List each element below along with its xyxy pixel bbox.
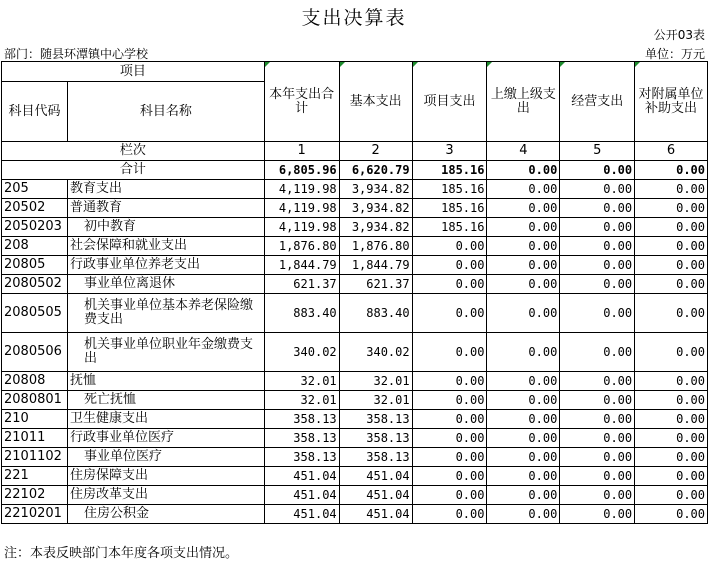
total-label: 合计 — [2, 161, 265, 180]
column-number-row — [2, 142, 708, 161]
amount-cell: 0.00 — [635, 294, 708, 333]
amount-cell: 0.00 — [560, 180, 635, 199]
amount-cell: 451.04 — [339, 467, 412, 486]
amount-cell: 0.00 — [635, 505, 708, 524]
amount-cell: 451.04 — [264, 486, 339, 505]
subject-code-cell: 2210201 — [2, 505, 68, 524]
subject-code-cell: 210 — [2, 410, 68, 429]
page-title: 支出决算表 — [301, 7, 407, 29]
amount-cell: 621.37 — [264, 275, 339, 294]
header-business: 经营支出 — [560, 62, 635, 142]
amount-cell: 0.00 — [560, 410, 635, 429]
amount-cell: 4,119.98 — [264, 218, 339, 237]
subject-code-cell: 205 — [2, 180, 68, 199]
amount-cell: 0.00 — [635, 256, 708, 275]
subject-code-cell: 2080506 — [2, 333, 68, 372]
subject-name: 卫生健康支出 — [69, 411, 148, 426]
expenditure-table — [1, 61, 708, 524]
amount-cell: 0.00 — [487, 448, 560, 467]
subject-name: 普通教育 — [69, 200, 122, 215]
amount-cell: 1,876.80 — [339, 237, 412, 256]
amount-cell: 0.00 — [635, 180, 708, 199]
amount-cell: 0.00 — [560, 333, 635, 372]
total-row — [2, 161, 708, 180]
table-row — [2, 275, 708, 294]
subject-name-cell — [67, 505, 264, 524]
amount-cell: 358.13 — [264, 448, 339, 467]
subject-name-cell — [67, 237, 264, 256]
amount-cell: 0.00 — [412, 237, 487, 256]
form-code: 公开03表 — [653, 28, 705, 42]
amount-cell: 4,119.98 — [264, 199, 339, 218]
amount-cell: 0.00 — [487, 237, 560, 256]
table-body — [2, 62, 708, 524]
subject-name-cell — [67, 429, 264, 448]
column-number: 1 — [264, 142, 339, 161]
table-row — [2, 180, 708, 199]
table-row — [2, 333, 708, 372]
subject-name-cell — [67, 467, 264, 486]
total-cell: 6,620.79 — [339, 161, 412, 180]
subject-code-cell: 2050203 — [2, 218, 68, 237]
amount-cell: 883.40 — [339, 294, 412, 333]
total-cell: 0.00 — [560, 161, 635, 180]
subject-name: 初中教育 — [83, 219, 136, 234]
amount-cell: 621.37 — [339, 275, 412, 294]
amount-cell: 0.00 — [487, 410, 560, 429]
footnote: 注：本表反映部门本年度各项支出情况。 — [4, 546, 239, 561]
subject-code-cell: 21011 — [2, 429, 68, 448]
amount-cell: 4,119.98 — [264, 180, 339, 199]
subject-code-cell: 20805 — [2, 256, 68, 275]
amount-cell: 0.00 — [560, 372, 635, 391]
amount-cell: 0.00 — [635, 372, 708, 391]
table-row — [2, 372, 708, 391]
subject-name: 事业单位离退休 — [83, 276, 175, 291]
subject-name: 机关事业单位职业年金缴费支出 — [83, 337, 253, 366]
amount-cell: 0.00 — [412, 429, 487, 448]
amount-cell: 0.00 — [487, 294, 560, 333]
amount-cell: 0.00 — [560, 391, 635, 410]
amount-cell: 0.00 — [412, 256, 487, 275]
total-cell: 0.00 — [487, 161, 560, 180]
column-number-label: 栏次 — [2, 142, 265, 161]
amount-cell: 0.00 — [635, 448, 708, 467]
amount-cell: 0.00 — [560, 199, 635, 218]
amount-cell: 0.00 — [560, 275, 635, 294]
amount-cell: 0.00 — [560, 218, 635, 237]
subject-name: 住房公积金 — [83, 506, 149, 521]
amount-cell: 32.01 — [264, 391, 339, 410]
subject-code-cell: 20808 — [2, 372, 68, 391]
subject-name: 机关事业单位基本养老保险缴费支出 — [83, 298, 253, 327]
amount-cell: 451.04 — [264, 505, 339, 524]
amount-cell: 451.04 — [264, 467, 339, 486]
subject-name-cell — [67, 486, 264, 505]
amount-cell: 0.00 — [487, 372, 560, 391]
subject-name-cell — [67, 410, 264, 429]
subject-code-cell: 2080505 — [2, 294, 68, 333]
table-row — [2, 391, 708, 410]
header-row-1 — [2, 62, 708, 82]
subject-name: 教育支出 — [69, 181, 122, 196]
amount-cell: 3,934.82 — [339, 180, 412, 199]
subject-name: 事业单位医疗 — [83, 449, 162, 464]
amount-cell: 451.04 — [339, 486, 412, 505]
subject-name-cell — [67, 256, 264, 275]
subject-name: 社会保障和就业支出 — [69, 238, 187, 253]
table-row — [2, 218, 708, 237]
amount-cell: 0.00 — [635, 218, 708, 237]
unit-label: 单位：万元 — [644, 47, 705, 61]
table-row — [2, 429, 708, 448]
subject-code-cell: 2080801 — [2, 391, 68, 410]
amount-cell: 0.00 — [412, 372, 487, 391]
header-basic: 基本支出 — [339, 62, 412, 142]
amount-cell: 0.00 — [412, 410, 487, 429]
amount-cell: 0.00 — [635, 199, 708, 218]
table-row — [2, 410, 708, 429]
subject-name-cell — [67, 372, 264, 391]
amount-cell: 0.00 — [487, 199, 560, 218]
subject-name-cell — [67, 294, 264, 333]
subject-name-cell — [67, 218, 264, 237]
amount-cell: 0.00 — [635, 333, 708, 372]
table-row — [2, 448, 708, 467]
subject-name-cell — [67, 391, 264, 410]
amount-cell: 358.13 — [339, 410, 412, 429]
table-row — [2, 486, 708, 505]
amount-cell: 3,934.82 — [339, 199, 412, 218]
amount-cell: 0.00 — [560, 505, 635, 524]
amount-cell: 0.00 — [635, 275, 708, 294]
subject-code-cell: 2101102 — [2, 448, 68, 467]
subject-name: 住房改革支出 — [69, 487, 148, 502]
subject-name-cell — [67, 199, 264, 218]
column-number: 5 — [560, 142, 635, 161]
total-cell: 6,805.96 — [264, 161, 339, 180]
amount-cell: 0.00 — [487, 391, 560, 410]
amount-cell: 1,844.79 — [264, 256, 339, 275]
amount-cell: 0.00 — [412, 275, 487, 294]
amount-cell: 340.02 — [264, 333, 339, 372]
department-label: 部门：随县环潭镇中心学校 — [4, 47, 149, 61]
subject-code-cell: 221 — [2, 467, 68, 486]
subject-code-cell: 208 — [2, 237, 68, 256]
header-subsidy: 对附属单位补助支出 — [635, 62, 708, 142]
amount-cell: 0.00 — [635, 486, 708, 505]
amount-cell: 0.00 — [560, 448, 635, 467]
amount-cell: 0.00 — [487, 429, 560, 448]
header-total: 本年支出合计 — [264, 62, 339, 142]
total-cell: 185.16 — [412, 161, 487, 180]
subject-name-cell — [67, 275, 264, 294]
amount-cell: 0.00 — [412, 505, 487, 524]
amount-cell: 0.00 — [487, 333, 560, 372]
column-number: 4 — [487, 142, 560, 161]
subject-code-cell: 22102 — [2, 486, 68, 505]
subject-code-cell: 2080502 — [2, 275, 68, 294]
amount-cell: 0.00 — [412, 294, 487, 333]
column-number: 2 — [339, 142, 412, 161]
amount-cell: 0.00 — [635, 429, 708, 448]
subject-name-cell — [67, 180, 264, 199]
amount-cell: 1,876.80 — [264, 237, 339, 256]
amount-cell: 0.00 — [560, 429, 635, 448]
amount-cell: 0.00 — [635, 467, 708, 486]
table-row — [2, 294, 708, 333]
amount-cell: 0.00 — [487, 467, 560, 486]
header-code: 科目代码 — [2, 82, 68, 142]
table-row — [2, 256, 708, 275]
total-cell: 0.00 — [635, 161, 708, 180]
subject-name: 死亡抚恤 — [83, 392, 136, 407]
amount-cell: 0.00 — [560, 256, 635, 275]
column-number: 6 — [635, 142, 708, 161]
amount-cell: 185.16 — [412, 218, 487, 237]
amount-cell: 0.00 — [560, 467, 635, 486]
amount-cell: 0.00 — [560, 237, 635, 256]
amount-cell: 0.00 — [560, 486, 635, 505]
amount-cell: 340.02 — [339, 333, 412, 372]
table-row — [2, 199, 708, 218]
amount-cell: 0.00 — [412, 486, 487, 505]
amount-cell: 0.00 — [412, 333, 487, 372]
amount-cell: 1,844.79 — [339, 256, 412, 275]
amount-cell: 0.00 — [487, 486, 560, 505]
amount-cell: 0.00 — [412, 448, 487, 467]
subject-name: 住房保障支出 — [69, 468, 148, 483]
header-name: 科目名称 — [67, 82, 264, 142]
amount-cell: 358.13 — [264, 410, 339, 429]
amount-cell: 451.04 — [339, 505, 412, 524]
subject-name-cell — [67, 448, 264, 467]
table-row — [2, 467, 708, 486]
table-row — [2, 237, 708, 256]
amount-cell: 0.00 — [560, 294, 635, 333]
amount-cell: 0.00 — [487, 275, 560, 294]
amount-cell: 32.01 — [339, 372, 412, 391]
amount-cell: 358.13 — [264, 429, 339, 448]
subject-name: 行政事业单位养老支出 — [69, 257, 200, 272]
amount-cell: 0.00 — [635, 410, 708, 429]
amount-cell: 0.00 — [487, 218, 560, 237]
amount-cell: 0.00 — [412, 391, 487, 410]
header-upper: 上缴上级支出 — [487, 62, 560, 142]
amount-cell: 185.16 — [412, 199, 487, 218]
amount-cell: 358.13 — [339, 448, 412, 467]
amount-cell: 185.16 — [412, 180, 487, 199]
subject-code-cell: 20502 — [2, 199, 68, 218]
amount-cell: 32.01 — [339, 391, 412, 410]
amount-cell: 0.00 — [412, 467, 487, 486]
header-project-expense: 项目支出 — [412, 62, 487, 142]
amount-cell: 0.00 — [635, 237, 708, 256]
amount-cell: 3,934.82 — [339, 218, 412, 237]
amount-cell: 358.13 — [339, 429, 412, 448]
amount-cell: 32.01 — [264, 372, 339, 391]
amount-cell: 883.40 — [264, 294, 339, 333]
subject-name: 行政事业单位医疗 — [69, 430, 174, 445]
subject-name-cell — [67, 333, 264, 372]
header-project: 项目 — [2, 62, 265, 82]
amount-cell: 0.00 — [487, 180, 560, 199]
amount-cell: 0.00 — [487, 505, 560, 524]
subject-name: 抚恤 — [69, 373, 96, 388]
table-row — [2, 505, 708, 524]
amount-cell: 0.00 — [635, 391, 708, 410]
column-number: 3 — [412, 142, 487, 161]
amount-cell: 0.00 — [487, 256, 560, 275]
